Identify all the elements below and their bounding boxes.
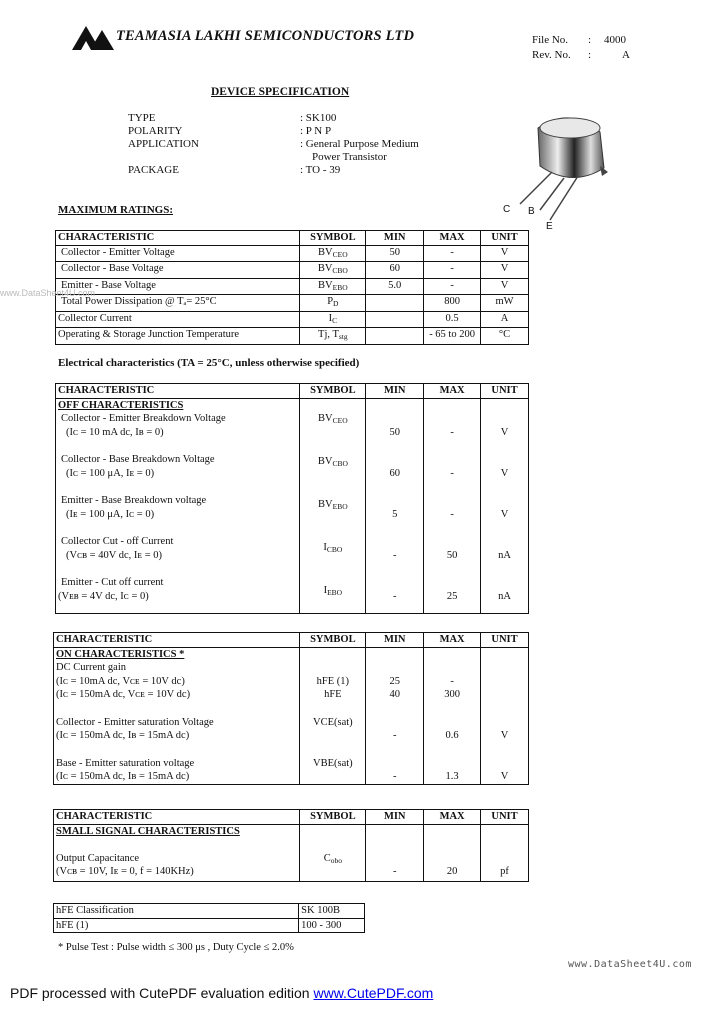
cell-max: - xyxy=(424,278,481,295)
cell-symbol: $BV_{CEO}$ xyxy=(300,245,366,262)
electrical-heading: Electrical characteristics (TA = 25°C, unless otherwise specified) xyxy=(58,357,360,369)
cell-label: hFE (1) xyxy=(54,918,299,933)
page-title: DEVICE SPECIFICATION xyxy=(211,86,350,98)
cell-unit: V xyxy=(481,262,529,279)
header-cell: UNIT xyxy=(481,231,529,246)
table-row xyxy=(56,295,529,312)
header-cell: MIN xyxy=(366,633,424,648)
cell-max: - 65 to 200 xyxy=(424,328,481,345)
max-ratings-table xyxy=(55,230,529,345)
footer-note xyxy=(10,985,433,1001)
file-label: File No. xyxy=(532,34,569,46)
file-info xyxy=(532,33,630,63)
cell-min xyxy=(366,311,424,328)
cell-min: 25 40 - - xyxy=(366,647,424,784)
small-signal-table xyxy=(53,809,529,882)
table-header xyxy=(54,810,529,825)
rev-sep: : xyxy=(588,49,592,61)
company-logo xyxy=(72,24,114,52)
cell-char: SMALL SIGNAL CHARACTERISTICS Output Capacitance (Vᴄʙ = 10V, Iᴇ = 0, f = 140KHz) xyxy=(54,824,300,881)
cell-unit: V V V nA nA xyxy=(481,398,529,614)
cell-max: 800 xyxy=(424,295,481,312)
header-cell: UNIT xyxy=(481,810,529,825)
cell-unit: pf xyxy=(481,824,529,881)
cell-char: Total Power Dissipation @ Tₐ= 25°C xyxy=(56,295,300,312)
cell-char: Operating & Storage Junction Temperature xyxy=(56,328,300,345)
cell-symbol: $BV_{CBO}$ xyxy=(300,262,366,279)
header-cell: MAX xyxy=(424,384,481,399)
cell-label: hFE Classification xyxy=(54,904,299,919)
cell-symbol: $BV_{CEO}$ $BV_{CBO}$ $BV_{EBO}$ $I_{CBO}$ $I_{EBO}$ xyxy=(300,398,366,614)
cell-unit: V xyxy=(481,278,529,295)
cell-min: - xyxy=(366,824,424,881)
table-row xyxy=(54,647,529,784)
cell-max: - xyxy=(424,262,481,279)
cell-value: SK 100B xyxy=(299,904,365,919)
header-cell: MIN xyxy=(366,384,424,399)
cell-char: Emitter - Base Voltage xyxy=(56,278,300,295)
cell-unit: mW xyxy=(481,295,529,312)
table-header xyxy=(54,633,529,648)
cell-max: 0.5 xyxy=(424,311,481,328)
watermark: www.DataSheet4U.com xyxy=(568,959,692,970)
application-label: APPLICATION xyxy=(128,138,199,150)
table-row xyxy=(54,918,365,933)
cell-symbol: $I_C$ xyxy=(300,311,366,328)
cell-char: OFF CHARACTERISTICS Collector - Emitter Breakdown Voltage (Iᴄ = 10 mA dc, Iʙ = 0) Collector - Base Breakdown Voltage (Iᴄ = 100 μA, Iᴇ = 0) Emitter - Base Breakdown voltage (Iᴇ = 100 μA, Iᴄ = 0) Collector Cut - off Current (Vᴄʙ = 40V dc, Iᴇ = 0) Emitter - Cut off current (Vᴇʙ = 4V dc, Iᴄ = 0) xyxy=(56,398,300,614)
table-row xyxy=(54,824,529,881)
polarity-value: : P N P xyxy=(300,125,332,137)
package-value: : TO - 39 xyxy=(300,164,341,176)
header-cell: UNIT xyxy=(481,384,529,399)
table-header xyxy=(56,231,529,246)
cell-max: - xyxy=(424,245,481,262)
application-value: : General Purpose Medium xyxy=(300,138,419,150)
table-row xyxy=(56,245,529,262)
on-title: ON CHARACTERISTICS * xyxy=(56,648,185,660)
pulse-test-note: * Pulse Test : Pulse width ≤ 300 μs , Duty Cycle ≤ 2.0% xyxy=(58,942,294,953)
cell-min xyxy=(366,328,424,345)
table-row xyxy=(56,398,529,614)
header-cell: CHARACTERISTIC xyxy=(56,231,300,246)
cell-max: - - - 50 25 xyxy=(424,398,481,614)
table-row xyxy=(56,262,529,279)
cell-unit: A xyxy=(481,311,529,328)
header-cell: CHARACTERISTIC xyxy=(56,384,300,399)
cell-char: Collector Current xyxy=(56,311,300,328)
table-row xyxy=(54,904,365,919)
cell-char: ON CHARACTERISTICS * DC Current gain (Iᴄ = 10mA dc, Vᴄᴇ = 10V dc) (Iᴄ = 150mA dc, Vᴄᴇ = 10V dc) Collector - Emitter saturation Voltage (Iᴄ = 150mA dc, Iʙ = 15mA dc) Base - Emitter saturation voltage (Iᴄ = 150mA dc, Iʙ = 15mA dc) xyxy=(54,647,300,784)
footer-text: PDF processed with CutePDF evaluation edition xyxy=(10,985,314,1001)
cell-min: 50 xyxy=(366,245,424,262)
cell-char: Collector - Base Voltage xyxy=(56,262,300,279)
cell-unit: °C xyxy=(481,328,529,345)
cell-min: 5.0 xyxy=(366,278,424,295)
rev-value: A xyxy=(622,49,630,61)
pin-e-label: E xyxy=(546,221,553,232)
cell-char: Collector - Emitter Voltage xyxy=(56,245,300,262)
table-row xyxy=(56,311,529,328)
cell-symbol: hFE (1) hFE VCE(sat) VBE(sat) xyxy=(300,647,366,784)
header-cell: MIN xyxy=(366,231,424,246)
type-value: : SK100 xyxy=(300,112,337,124)
cell-symbol: $BV_{EBO}$ xyxy=(300,278,366,295)
table-header xyxy=(56,384,529,399)
header-cell: MIN xyxy=(366,810,424,825)
header-cell: MAX xyxy=(424,633,481,648)
table-row xyxy=(56,278,529,295)
header-cell: CHARACTERISTIC xyxy=(54,810,300,825)
company-name: TEAMASIA LAKHI SEMICONDUCTORS LTD xyxy=(116,28,415,44)
cell-min: 50 60 5 - - xyxy=(366,398,424,614)
pin-b-label: B xyxy=(528,206,535,217)
off-title: OFF CHARACTERISTICS xyxy=(58,399,184,411)
header-cell: SYMBOL xyxy=(300,810,366,825)
cell-min xyxy=(366,295,424,312)
cell-min: 60 xyxy=(366,262,424,279)
off-characteristics-table xyxy=(55,383,529,614)
header-cell: SYMBOL xyxy=(300,633,366,648)
cell-unit: V xyxy=(481,245,529,262)
header-cell: SYMBOL xyxy=(300,231,366,246)
header-cell: CHARACTERISTIC xyxy=(54,633,300,648)
cell-symbol: $C_{obo}$ xyxy=(300,824,366,881)
pin-c-label: C xyxy=(503,204,511,215)
cell-symbol: Tj, $T_{stg}$ xyxy=(300,328,366,345)
table-row xyxy=(56,328,529,345)
header-cell: UNIT xyxy=(481,633,529,648)
file-value: 4000 xyxy=(604,34,626,46)
cell-unit: V V xyxy=(481,647,529,784)
header-cell: SYMBOL xyxy=(300,384,366,399)
footer-link[interactable]: www.CutePDF.com xyxy=(313,985,434,1001)
hfe-classification-table xyxy=(53,903,365,933)
rev-label: Rev. No. xyxy=(532,49,571,61)
header-cell: MAX xyxy=(424,231,481,246)
polarity-label: POLARITY xyxy=(128,125,183,137)
cell-max: - 300 0.6 1.3 xyxy=(424,647,481,784)
cell-value: 100 - 300 xyxy=(299,918,365,933)
file-sep: : xyxy=(588,34,592,46)
on-characteristics-table xyxy=(53,632,529,785)
device-spec xyxy=(128,112,419,177)
package-label: PACKAGE xyxy=(128,164,179,176)
max-ratings-heading: MAXIMUM RATINGS: xyxy=(58,204,173,216)
application-value2: Power Transistor xyxy=(312,151,387,163)
small-signal-title: SMALL SIGNAL CHARACTERISTICS xyxy=(56,825,240,837)
cell-max: 20 xyxy=(424,824,481,881)
to39-package-image xyxy=(500,108,610,232)
header-cell: MAX xyxy=(424,810,481,825)
type-label: TYPE xyxy=(128,112,156,124)
watermark-left: www.DataSheet4U.com xyxy=(0,288,96,298)
cell-symbol: $P_D$ xyxy=(300,295,366,312)
